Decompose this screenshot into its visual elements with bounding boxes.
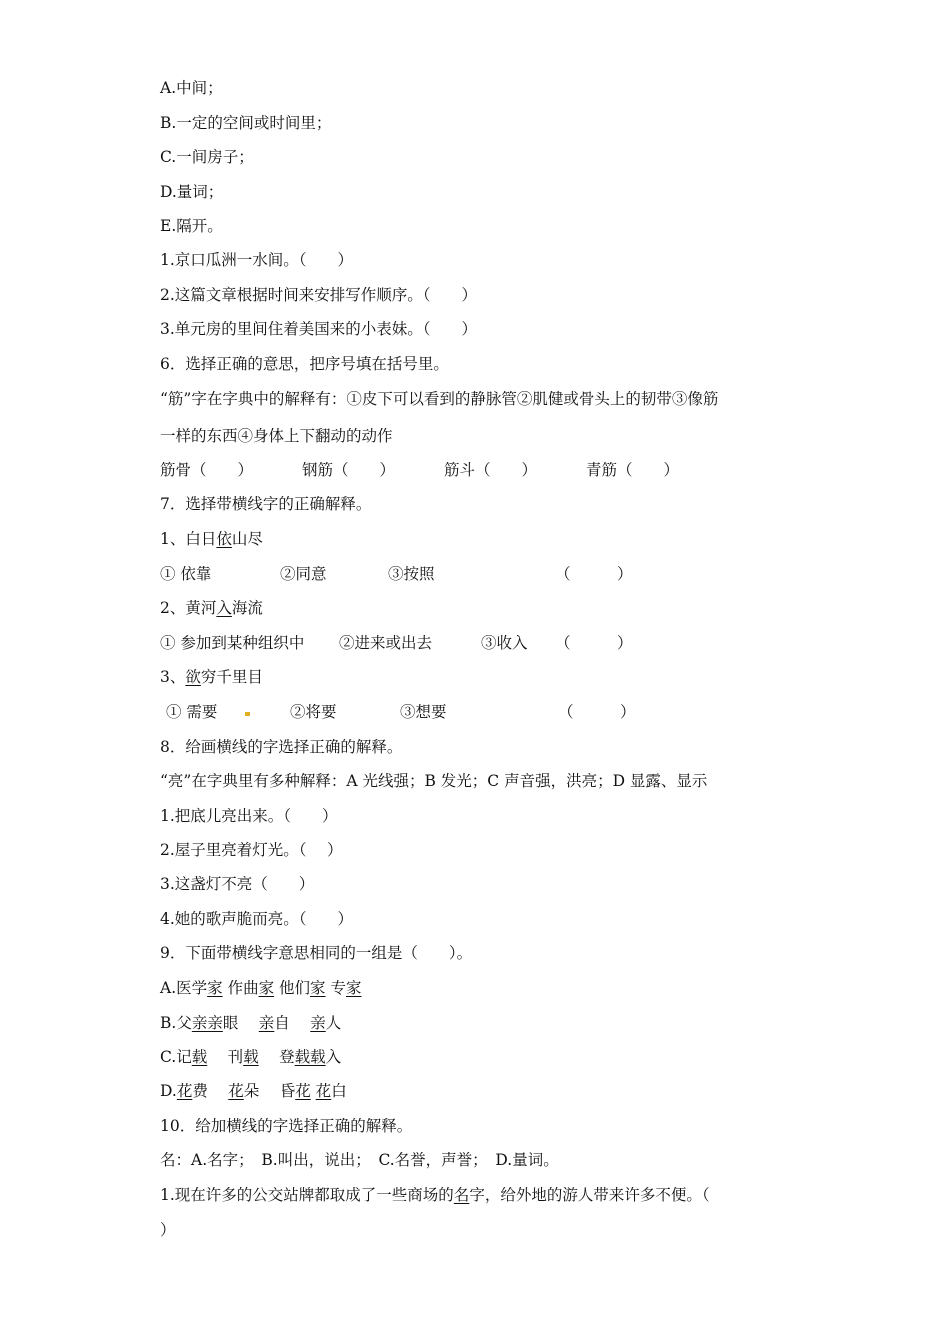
q10-sentence-1: 1.现在许多的公交站牌都取成了一些商场的名字，给外地的游人带来许多不便。（: [160, 1186, 710, 1204]
q8-sentence-2: 2.屋子里亮着灯光。（ ）: [160, 841, 343, 859]
q7-phrase-3: 3、欲穷千里目: [160, 668, 263, 686]
q8-sentence-3: 3.这盏灯不亮（ ）: [160, 875, 315, 893]
q9-option-d: D.花费 花朵 昏花 花白: [160, 1082, 347, 1100]
q6-word-3: 筋斗（ ）: [444, 461, 538, 479]
q7-1-option-3: ③按照: [388, 565, 435, 583]
q7-1-option-1: ① 依靠: [160, 565, 212, 583]
q7-3-answer-blank: （ ）: [558, 703, 636, 721]
q5-sentence-3: 3.单元房的里间住着美国来的小表妹。（ ）: [160, 320, 478, 338]
q7-1-answer-blank: （ ）: [555, 565, 633, 583]
option-c: C.一间房子；: [160, 148, 254, 166]
q7-2-answer-blank: （ ）: [555, 634, 633, 652]
option-d: D.量词；: [160, 183, 224, 201]
option-a: A.中间；: [160, 79, 223, 97]
option-b: B.一定的空间或时间里；: [160, 114, 332, 132]
q8-title: 8．给画横线的字选择正确的解释。: [160, 738, 403, 756]
q5-sentence-2: 2.这篇文章根据时间来安排写作顺序。（ ）: [160, 286, 478, 304]
q8-definition: “亮”在字典里有多种解释：A 光线强；B 发光；C 声音强，洪亮；D 显露、显示: [160, 772, 708, 790]
option-e: E.隔开。: [160, 217, 223, 235]
q9-title: 9．下面带横线字意思相同的一组是（ ）。: [160, 944, 473, 962]
q7-2-option-1: ① 参加到某种组织中: [160, 634, 305, 652]
q7-1-option-2: ②同意: [280, 565, 327, 583]
q8-sentence-1: 1.把底儿亮出来。（ ）: [160, 807, 338, 825]
q10-title: 10．给加横线的字选择正确的解释。: [160, 1117, 413, 1135]
q6-title: 6．选择正确的意思，把序号填在括号里。: [160, 355, 449, 373]
q9-option-a: A.医学家 作曲家 他们家 专家: [160, 979, 362, 997]
q7-3-option-2: ②将要: [290, 703, 337, 721]
underlined-char: 欲: [185, 668, 201, 686]
q6-word-4: 青筋（ ）: [586, 461, 680, 479]
q7-3-option-3: ③想要: [400, 703, 447, 721]
underlined-char: 入: [216, 599, 232, 617]
q8-sentence-4: 4.她的歌声脆而亮。（ ）: [160, 910, 354, 928]
q6-definition-line-1: “筋”字在字典中的解释有：①皮下可以看到的静脉管②肌健或骨头上的韧带③像筋: [160, 390, 719, 408]
underlined-char: 依: [216, 530, 232, 548]
yellow-mark: [245, 712, 250, 716]
q6-word-2: 钢筋（ ）: [302, 461, 396, 479]
q5-sentence-1: 1.京口瓜洲一水间。（ ）: [160, 251, 354, 269]
q7-2-option-2: ②进来或出去: [339, 634, 433, 652]
q9-option-b: B.父亲亲眼 亲自 亲人: [160, 1014, 342, 1032]
underlined-char: 名: [453, 1186, 470, 1204]
q7-3-option-1: ① 需要: [166, 703, 218, 721]
q7-phrase-1: 1、白日依山尽: [160, 530, 263, 548]
q10-definition: 名：A.名字； B.叫出，说出； C.名誉，声誉； D.量词。: [160, 1151, 559, 1169]
q7-title: 7．选择带横线字的正确解释。: [160, 495, 372, 513]
q9-option-c: C.记载 刊载 登载载入: [160, 1048, 342, 1066]
q6-word-1: 筋骨（ ）: [160, 461, 254, 479]
q7-2-option-3: ③收入: [481, 634, 528, 652]
q10-sentence-1-end: ）: [160, 1221, 176, 1239]
q6-definition-line-2: 一样的东西④身体上下翻动的动作: [160, 427, 393, 445]
q7-phrase-2: 2、黄河入海流: [160, 599, 263, 617]
